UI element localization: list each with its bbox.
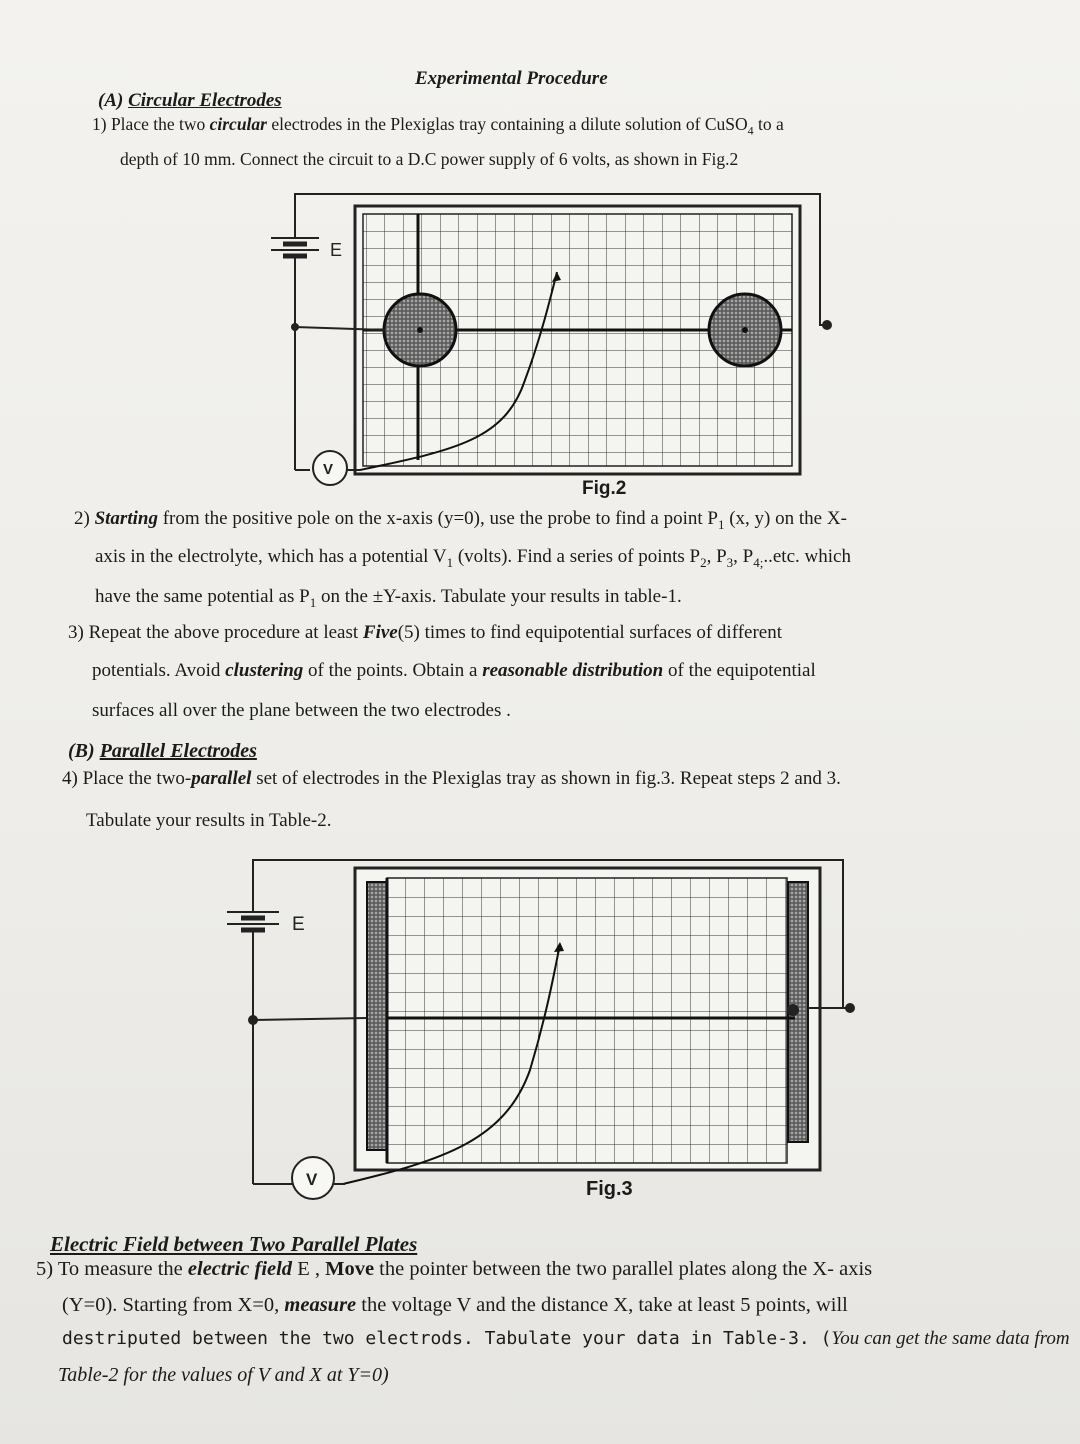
voltmeter-label: V <box>306 1170 318 1189</box>
step-3-line-2: potentials. Avoid clustering of the points. Obtain a reasonable distribution of the equipotential <box>92 660 816 681</box>
grid <box>387 878 787 1163</box>
step-2-line-1: 2) Starting from the positive pole on the x-axis (y=0), use the probe to find a point $P_1$ (x, y) on the X- <box>74 508 847 532</box>
step-2-line-3: have the same potential as $P_1$ on the ±Y-axis. Tabulate your results in table-1. <box>95 586 682 610</box>
step-5-line-2: (Y=0). Starting from X=0, measure the voltage V and the distance X, take at least 5 points, will <box>62 1294 848 1316</box>
step-5-line-1: 5) To measure the electric field E , Move the pointer between the two parallel plates along the X- axis <box>36 1258 873 1280</box>
battery-symbol <box>271 208 319 470</box>
battery-label: E <box>292 914 305 935</box>
voltmeter-label: V <box>323 461 334 478</box>
figure-2-caption: Fig.2 <box>582 478 627 499</box>
section-c-heading: Electric Field between Two Parallel Plates <box>50 1232 418 1256</box>
step-1-line-2: depth of 10 mm. Connect the circuit to a D.C power supply of 6 volts, as shown in Fig.2 <box>120 149 739 169</box>
figure-3-caption: Fig.3 <box>586 1178 633 1200</box>
step-4-line-2: Tabulate your results in Table-2. <box>86 810 332 831</box>
section-a-heading: (A) Circular Electrodes <box>98 90 282 111</box>
step-2-line-2: axis in the electrolyte, which has a potential $V_1$ (volts). Find a series of points $P_2$, $P_3$, $P_{4;}..etc$. which <box>95 546 851 570</box>
step-5-line-3: destriputed between the two electrods. Tabulate your data in Table-3. (You can get the same data from <box>62 1328 1070 1349</box>
step-1-line-1: 1) Place the two circular electrodes in the Plexiglas tray containing a dilute solution of CuSO$_4$ to a <box>92 114 784 138</box>
step-4-line-1: 4) Place the two-parallel set of electrodes in the Plexiglas tray as shown in fig.3. Repeat steps 2 and 3. <box>62 768 841 789</box>
page-title: Experimental Procedure <box>415 68 608 89</box>
step-3-line-3: surfaces all over the plane between the two electrodes . <box>92 700 511 721</box>
battery-symbol <box>227 902 279 1170</box>
section-b-heading: (B) Parallel Electrodes <box>68 740 257 762</box>
left-plate-electrode <box>367 882 387 1150</box>
step-5-line-4: Table-2 for the values of V and X at Y=0) <box>58 1364 389 1386</box>
step-3-line-1: 3) Repeat the above procedure at least Five(5) times to find equipotential surfaces of different <box>68 622 782 643</box>
battery-label: E <box>330 240 343 260</box>
figure-2-circular-electrodes <box>255 180 855 500</box>
figure-3-parallel-electrodes <box>215 840 865 1210</box>
